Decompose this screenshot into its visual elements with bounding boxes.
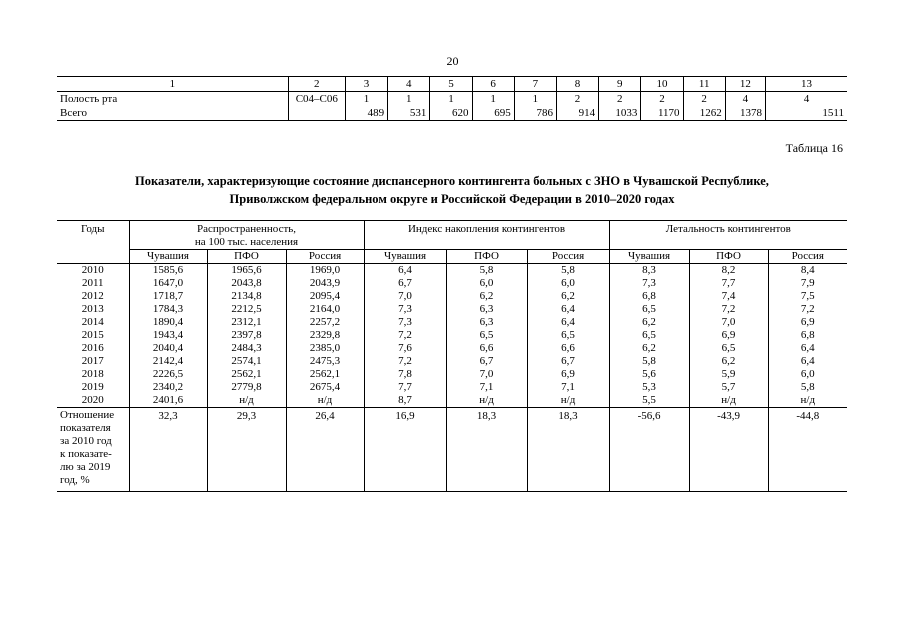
header-prevalence-line1: Распространенность, (197, 223, 297, 235)
ratio-label-line: Отношение (60, 409, 115, 421)
table-cell: 489 (345, 106, 387, 121)
subheader-cell: ПФО (207, 250, 286, 264)
value-cell: н/д (689, 394, 768, 408)
value-cell: 1965,6 (207, 264, 286, 278)
header-prevalence-line2: на 100 тыс. населения (194, 236, 299, 248)
value-cell: 8,4 (768, 264, 847, 278)
value-cell: 2401,6 (129, 394, 207, 408)
caption-line-1: Показатели, характеризующие состояние диспансерного контингента больных с ЗНО в Чувашской Республике, (135, 174, 769, 188)
value-cell: 2329,8 (286, 329, 364, 342)
column-number-cell: 6 (472, 77, 514, 92)
table-cell: 2 (599, 92, 641, 107)
year-row (57, 394, 847, 408)
value-cell: 6,0 (446, 277, 527, 290)
ratio-value-cell: 29,3 (207, 408, 286, 492)
subheader-cell: ПФО (689, 250, 768, 264)
year-row (57, 342, 847, 355)
value-cell: 2385,0 (286, 342, 364, 355)
column-number-cell: 9 (599, 77, 641, 92)
ratio-value-cell: -44,8 (768, 408, 847, 492)
value-cell: 6,4 (768, 355, 847, 368)
table-cell: 1511 (765, 106, 847, 121)
ratio-value-cell: -56,6 (609, 408, 689, 492)
page-number: 20 (446, 54, 459, 68)
table-cell: 2 (556, 92, 598, 107)
table-cell: C04–C06 (288, 92, 345, 107)
value-cell: 2397,8 (207, 329, 286, 342)
column-number-cell: 10 (641, 77, 683, 92)
value-cell: 8,7 (364, 394, 446, 408)
year-cell: 2010 (57, 264, 129, 278)
ratio-value-cell: 18,3 (527, 408, 609, 492)
continuation-row-oral-cavity (57, 92, 847, 107)
value-cell: 6,0 (768, 368, 847, 381)
header-accumulation-line1: Индекс накопления контингентов (407, 223, 566, 235)
value-cell: 2340,2 (129, 381, 207, 394)
subheader-cell: Чувашия (609, 250, 689, 264)
value-cell: 6,2 (527, 290, 609, 303)
year-cell: 2016 (57, 342, 129, 355)
continuation-row-total (57, 106, 847, 121)
table-cell: 786 (514, 106, 556, 121)
header-years: Годы (57, 221, 129, 264)
table-cell: 1033 (599, 106, 641, 121)
year-row (57, 303, 847, 316)
year-row (57, 290, 847, 303)
table-caption (57, 172, 847, 208)
table-cell: 1262 (683, 106, 725, 121)
value-cell: 7,0 (364, 290, 446, 303)
value-cell: 5,6 (609, 368, 689, 381)
value-cell: 6,7 (527, 355, 609, 368)
value-cell: 6,2 (609, 316, 689, 329)
ratio-label-line: к показате- (60, 448, 112, 460)
table-cell: 620 (430, 106, 472, 121)
value-cell: 6,4 (527, 303, 609, 316)
column-number-cell: 1 (57, 77, 288, 92)
value-cell: 2043,9 (286, 277, 364, 290)
table-cell: 2 (683, 92, 725, 107)
column-number-cell: 5 (430, 77, 472, 92)
group-header-row (57, 221, 847, 250)
value-cell: 6,3 (446, 303, 527, 316)
value-cell: 7,3 (364, 316, 446, 329)
ratio-label-line: показателя (60, 422, 111, 434)
value-cell: 7,4 (689, 290, 768, 303)
table-cell: 4 (765, 92, 847, 107)
value-cell: 2484,3 (207, 342, 286, 355)
value-cell: 6,9 (527, 368, 609, 381)
subheader-cell: ПФО (446, 250, 527, 264)
value-cell: 8,2 (689, 264, 768, 278)
caption-line-2: Приволжском федеральном округе и Российской Федерации в 2010–2020 годах (229, 192, 675, 206)
value-cell: 2675,4 (286, 381, 364, 394)
table-cell: 1378 (725, 106, 765, 121)
table-cell: Всего (57, 106, 288, 121)
value-cell: н/д (446, 394, 527, 408)
table-cell: 695 (472, 106, 514, 121)
value-cell: 2164,0 (286, 303, 364, 316)
value-cell: 6,8 (609, 290, 689, 303)
value-cell: 6,6 (527, 342, 609, 355)
column-number-cell: 12 (725, 77, 765, 92)
table-cell (288, 106, 345, 121)
value-cell: 6,5 (446, 329, 527, 342)
subheader-cell: Россия (768, 250, 847, 264)
value-cell: 6,4 (527, 316, 609, 329)
value-cell: 6,4 (364, 264, 446, 278)
value-cell: 2134,8 (207, 290, 286, 303)
header-prevalence (129, 221, 364, 250)
header-lethality (609, 221, 847, 250)
value-cell: 7,2 (364, 355, 446, 368)
value-cell: 2095,4 (286, 290, 364, 303)
year-row (57, 264, 847, 278)
value-cell: 7,1 (446, 381, 527, 394)
table-cell: 4 (725, 92, 765, 107)
value-cell: 5,8 (527, 264, 609, 278)
value-cell: 1943,4 (129, 329, 207, 342)
ratio-label-line: год, % (60, 474, 90, 486)
value-cell: 2562,1 (207, 368, 286, 381)
value-cell: 6,0 (527, 277, 609, 290)
header-lethality-line1: Летальность контингентов (665, 223, 791, 235)
value-cell: 1969,0 (286, 264, 364, 278)
ratio-label-line: лю за 2019 (60, 461, 111, 473)
year-cell: 2012 (57, 290, 129, 303)
value-cell: 7,0 (446, 368, 527, 381)
table-cell: 1 (430, 92, 472, 107)
column-number-cell: 8 (556, 77, 598, 92)
value-cell: 6,9 (689, 329, 768, 342)
year-row (57, 277, 847, 290)
year-cell: 2018 (57, 368, 129, 381)
subheader-cell: Чувашия (129, 250, 207, 264)
table-cell: 531 (388, 106, 430, 121)
table-cell: 1170 (641, 106, 683, 121)
value-cell: 6,5 (609, 329, 689, 342)
value-cell: 2312,1 (207, 316, 286, 329)
value-cell: 7,2 (768, 303, 847, 316)
continuation-table (57, 76, 847, 121)
value-cell: 7,7 (364, 381, 446, 394)
ratio-label (57, 408, 129, 492)
value-cell: 5,8 (609, 355, 689, 368)
year-row (57, 316, 847, 329)
value-cell: 5,8 (768, 381, 847, 394)
year-row (57, 368, 847, 381)
year-cell: 2015 (57, 329, 129, 342)
header-accumulation-index (364, 221, 609, 250)
table-cell: 1 (388, 92, 430, 107)
value-cell: 6,9 (768, 316, 847, 329)
value-cell: 7,2 (364, 329, 446, 342)
value-cell: 6,2 (609, 342, 689, 355)
subheader-cell: Чувашия (364, 250, 446, 264)
value-cell: 2142,4 (129, 355, 207, 368)
value-cell: 1890,4 (129, 316, 207, 329)
year-row (57, 329, 847, 342)
value-cell: 6,8 (768, 329, 847, 342)
value-cell: 7,3 (609, 277, 689, 290)
value-cell: 2043,8 (207, 277, 286, 290)
value-cell: н/д (527, 394, 609, 408)
value-cell: 2779,8 (207, 381, 286, 394)
value-cell: 6,5 (609, 303, 689, 316)
year-row (57, 381, 847, 394)
value-cell: 2226,5 (129, 368, 207, 381)
ratio-row (57, 408, 847, 492)
column-number-cell: 13 (765, 77, 847, 92)
table-cell: 914 (556, 106, 598, 121)
table-cell: 1 (514, 92, 556, 107)
subheader-cell: Россия (527, 250, 609, 264)
column-number-cell: 11 (683, 77, 725, 92)
value-cell: 7,9 (768, 277, 847, 290)
table-cell: Полость рта (57, 92, 288, 107)
value-cell: 2212,5 (207, 303, 286, 316)
year-cell: 2011 (57, 277, 129, 290)
value-cell: 5,3 (609, 381, 689, 394)
value-cell: 2475,3 (286, 355, 364, 368)
subheader-cell: Россия (286, 250, 364, 264)
value-cell: 5,5 (609, 394, 689, 408)
value-cell: 1585,6 (129, 264, 207, 278)
continuation-header-row (57, 77, 847, 92)
value-cell: 7,1 (527, 381, 609, 394)
value-cell: 1647,0 (129, 277, 207, 290)
year-cell: 2013 (57, 303, 129, 316)
value-cell: 6,5 (689, 342, 768, 355)
value-cell: 5,8 (446, 264, 527, 278)
value-cell: 6,7 (364, 277, 446, 290)
year-cell: 2019 (57, 381, 129, 394)
year-cell: 2017 (57, 355, 129, 368)
value-cell: 2574,1 (207, 355, 286, 368)
value-cell: 1718,7 (129, 290, 207, 303)
ratio-value-cell: 26,4 (286, 408, 364, 492)
subheader-row (57, 250, 847, 264)
value-cell: 6,6 (446, 342, 527, 355)
value-cell: 2257,2 (286, 316, 364, 329)
value-cell: 7,5 (768, 290, 847, 303)
value-cell: н/д (207, 394, 286, 408)
table-cell: 1 (472, 92, 514, 107)
ratio-value-cell: 16,9 (364, 408, 446, 492)
value-cell: 8,3 (609, 264, 689, 278)
value-cell: 5,9 (689, 368, 768, 381)
value-cell: 2562,1 (286, 368, 364, 381)
table-label: Таблица 16 (785, 141, 843, 155)
column-number-cell: 2 (288, 77, 345, 92)
value-cell: 7,8 (364, 368, 446, 381)
column-number-cell: 4 (388, 77, 430, 92)
value-cell: 7,2 (689, 303, 768, 316)
value-cell: 6,3 (446, 316, 527, 329)
value-cell: 6,4 (768, 342, 847, 355)
column-number-cell: 3 (345, 77, 387, 92)
value-cell: 6,2 (446, 290, 527, 303)
ratio-label-line: за 2010 год (60, 435, 112, 447)
year-cell: 2020 (57, 394, 129, 408)
year-row (57, 355, 847, 368)
ratio-value-cell: -43,9 (689, 408, 768, 492)
value-cell: 6,5 (527, 329, 609, 342)
value-cell: 7,7 (689, 277, 768, 290)
ratio-value-cell: 18,3 (446, 408, 527, 492)
value-cell: 1784,3 (129, 303, 207, 316)
dispensary-contingent-table (57, 220, 847, 492)
value-cell: 7,0 (689, 316, 768, 329)
value-cell: н/д (768, 394, 847, 408)
value-cell: н/д (286, 394, 364, 408)
year-cell: 2014 (57, 316, 129, 329)
value-cell: 6,2 (689, 355, 768, 368)
ratio-value-cell: 32,3 (129, 408, 207, 492)
table-cell: 2 (641, 92, 683, 107)
value-cell: 5,7 (689, 381, 768, 394)
table-cell: 1 (345, 92, 387, 107)
value-cell: 6,7 (446, 355, 527, 368)
column-number-cell: 7 (514, 77, 556, 92)
value-cell: 2040,4 (129, 342, 207, 355)
value-cell: 7,3 (364, 303, 446, 316)
value-cell: 7,6 (364, 342, 446, 355)
